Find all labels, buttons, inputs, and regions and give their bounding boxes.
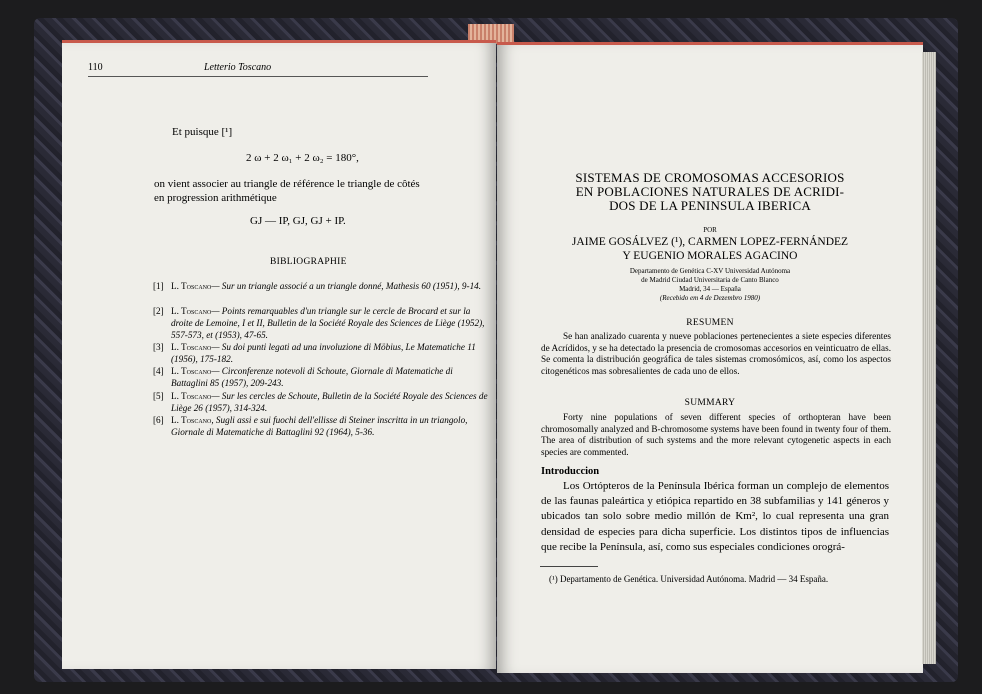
by-label: POR — [703, 226, 717, 234]
bibliography-heading: BIBLIOGRAPHIE — [270, 257, 347, 267]
authors-line: Y EUGENIO MORALES AGACINO — [622, 250, 798, 262]
page-number: 110 — [88, 62, 103, 73]
resumen-paragraph: Se han analizado cuarenta y nueve poblaciones pertenecientes a siete especies diferentes de Acrídidos, y se ha detectado la presencia de cromosomas accesorios en veinticuatro de ellas. Se comenta la distribución geográfica de tales sistemas cromosómicos, así, como los aspectos citogenéticos mas sobresalientes de cada uno de ellos. — [541, 331, 892, 376]
affiliation-line: Madrid, 34 — España — [679, 285, 741, 293]
text-line: en progression arithmétique — [154, 192, 277, 204]
affiliation-line: Departamento de Genética C-XV Universidad Autónoma — [629, 267, 791, 275]
formula: 2 ω + 2 ω₁ + 2 ω₂ = 180°, — [246, 152, 359, 164]
article-title-line: EN POBLACIONES NATURALES DE ACRIDI- — [575, 184, 845, 199]
running-header — [88, 62, 428, 77]
formula: GJ — IP, GJ, GJ + IP. — [250, 215, 346, 227]
text-line: Et puisque [¹] — [172, 126, 233, 138]
article-title-line: DOS DE LA PENINSULA IBERICA — [609, 198, 811, 213]
summary-heading: SUMMARY — [684, 398, 736, 408]
affiliation-line: de Madrid Ciudad Universitaria de Canto Blanco — [641, 276, 779, 284]
running-head-title: Letterio Toscano — [204, 62, 272, 73]
text-line: on vient associer au triangle de référence le triangle de côtés — [154, 178, 420, 190]
footnote-rule — [540, 566, 598, 567]
article-title-line: SISTEMAS DE CROMOSOMAS ACCESORIOS — [575, 170, 845, 185]
intro-paragraph: Los Ortópteros de la Península Ibérica forman un complejo de elementos de las faunas paleártica y etiópica repartido en 38 subfamilias y 141 géneros y ubicados tan solo sobre medio millón de Km², lo cual representa una gran densidad de especies para dicha superficie. Los distintos tipos de influencias que recibe la Península, así, como sus especiales condiciones orográ- — [541, 480, 889, 553]
intro-heading: Introduccion — [541, 466, 600, 477]
received-date: (Recebido em 4 de Dezembro 1980) — [659, 294, 761, 302]
authors-line: JAIME GOSÁLVEZ (¹), CARMEN LOPEZ-FERNÁNDEZ — [571, 236, 849, 248]
summary-paragraph: Forty nine populations of seven different species of orthopteran have been chromosomally analyzed and B-chromosome systems have been found in twenty four of them. The area of distribution of such systems and the more relevant cytogenetic aspects in each species are commented. — [541, 412, 891, 457]
resumen-heading: RESUMEN — [686, 318, 734, 328]
footnote: (¹) Departamento de Genética. Universidad Autónoma. Madrid — 34 España. — [549, 574, 829, 584]
page-edges — [922, 52, 936, 664]
